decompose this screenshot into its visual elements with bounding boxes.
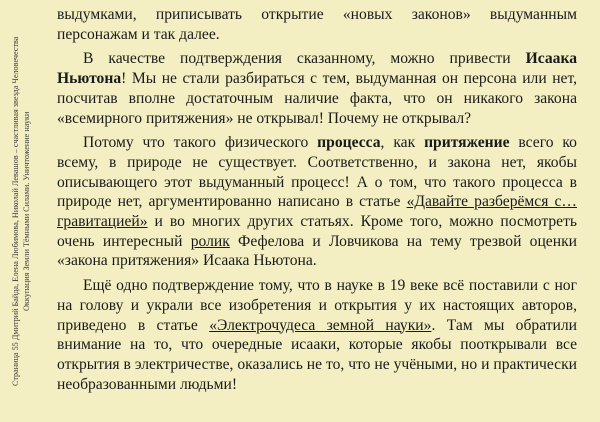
paragraph-electricity: Ещё одно подтверждение тому, что в науке в 19 веке всё поставили с ног на голову и украли все изобретения и открытия у их настоящих авторов, приведено в статье «Электрочудеса земной науки». Там мы обратили внимание на то, что очередные исааки, которые якобы пооткрывали все открытия в электричестве, оказались не то, что не учёными, но и практически необразованными людьми! xyxy=(57,277,578,393)
bold-process: процесса xyxy=(317,134,381,152)
link-electro-article[interactable]: «Электрочудеса земной науки» xyxy=(209,316,432,334)
paragraph-continuation: выдумками, приписывать открытие «новых законов» выдуманным персонажам и так далее. xyxy=(57,6,577,43)
link-gravity-article[interactable]: «Давайте разберёмся с… гравитацией» xyxy=(57,193,577,231)
paragraph-newton: В качестве подтверждения сказанному, можно привести Исаака Ньютона! Мы не стали разбираться с тем, выдуманная он персона или нет, посчитав вполне достаточным наличие факта, что он никакого закона «всемирного притяжения» не открывал! Почему не открывал? xyxy=(57,50,577,127)
running-header-vertical xyxy=(4,8,38,414)
running-header-line-2: Оккупация Земли Тёмными Силами. Уничтожение науки xyxy=(22,111,31,311)
link-video[interactable]: ролик xyxy=(190,232,230,250)
paragraph-gravity: Потому что такого физического процесса, как притяжение всего ко всему, в природе не существует. Соответственно, и закона нет, якобы описывающего этот выдуманный процесс! А о том, что такого процесса в природе нет, аргументированно написано в статье «Давайте разберёмся с… гравитацией» и во многих других статьях. Кроме того, можно посмотреть очень интересный ролик Фефелова и Ловчикова на тему трезвой оценки «закона притяжения» Исаака Ньютона. xyxy=(57,134,577,270)
running-header-line-1: Страница 55 Дмитрий Байда, Елена Любимова, Николай Левашов – счастливая звезда Человечества xyxy=(11,36,20,386)
bold-attraction: притяжение xyxy=(424,134,510,152)
page-body xyxy=(57,5,577,399)
bold-newton: Исаака Ньютона xyxy=(57,50,577,88)
